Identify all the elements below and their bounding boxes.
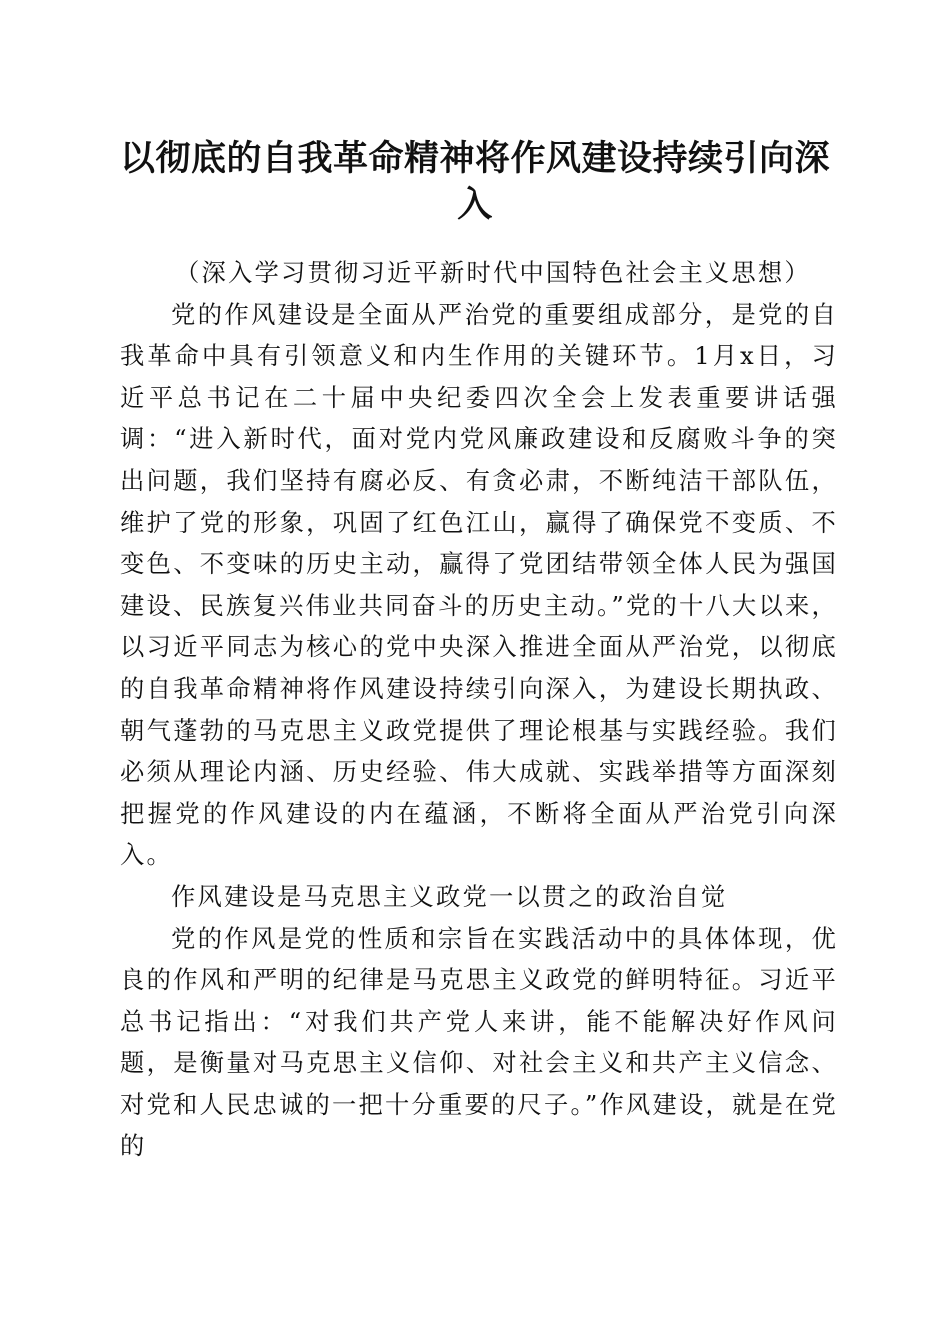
intro-paragraph: 党的作风建设是全面从严治党的重要组成部分，是党的自我革命中具有引领意义和内生作用的关键环节。1月x日，习近平总书记在二十届中央纪委四次全会上发表重要讲话强调：“进入新时代，面对党内党风廉政建设和反腐败斗争的突出问题，我们坚持有腐必反、有贪必肃，不断纯洁干部队伍，维护了党的形象，巩固了红色江山，赢得了确保党不变质、不变色、不变味的历史主动，赢得了党团结带领全体人民为强国建设、民族复兴伟业共同奋斗的历史主动。”党的十八大以来，以习近平同志为核心的党中央深入推进全面从严治党，以彻底的自我革命精神将作风建设持续引向深入，为建设长期执政、朝气蓬勃的马克思主义政党提供了理论根基与实践经验。我们必须从理论内涵、历史经验、伟大成就、实践举措等方面深刻把握党的作风建设的内在蕴涵，不断将全面从严治党引向深入。 [120, 299, 838, 870]
section-heading: 作风建设是马克思主义政党一以贯之的政治自觉 [171, 881, 728, 911]
document-title: 以彻底的自我革命精神将作风建设持续引向深入 [119, 138, 830, 225]
document-body [120, 252, 838, 1167]
document-subtitle: （深入学习贯彻习近平新时代中国特色社会主义思想） [175, 258, 811, 287]
section-paragraph: 党的作风是党的性质和宗旨在实践活动中的具体体现，优良的作风和严明的纪律是马克思主义政党的鲜明特征。习近平总书记指出：“对我们共产党人来讲，能不能解决好作风问题，是衡量对马克思主义信仰、对社会主义和共产主义信念、对党和人民忠诚的一把十分重要的尺子。”作风建设，就是在党的 [120, 923, 838, 1161]
